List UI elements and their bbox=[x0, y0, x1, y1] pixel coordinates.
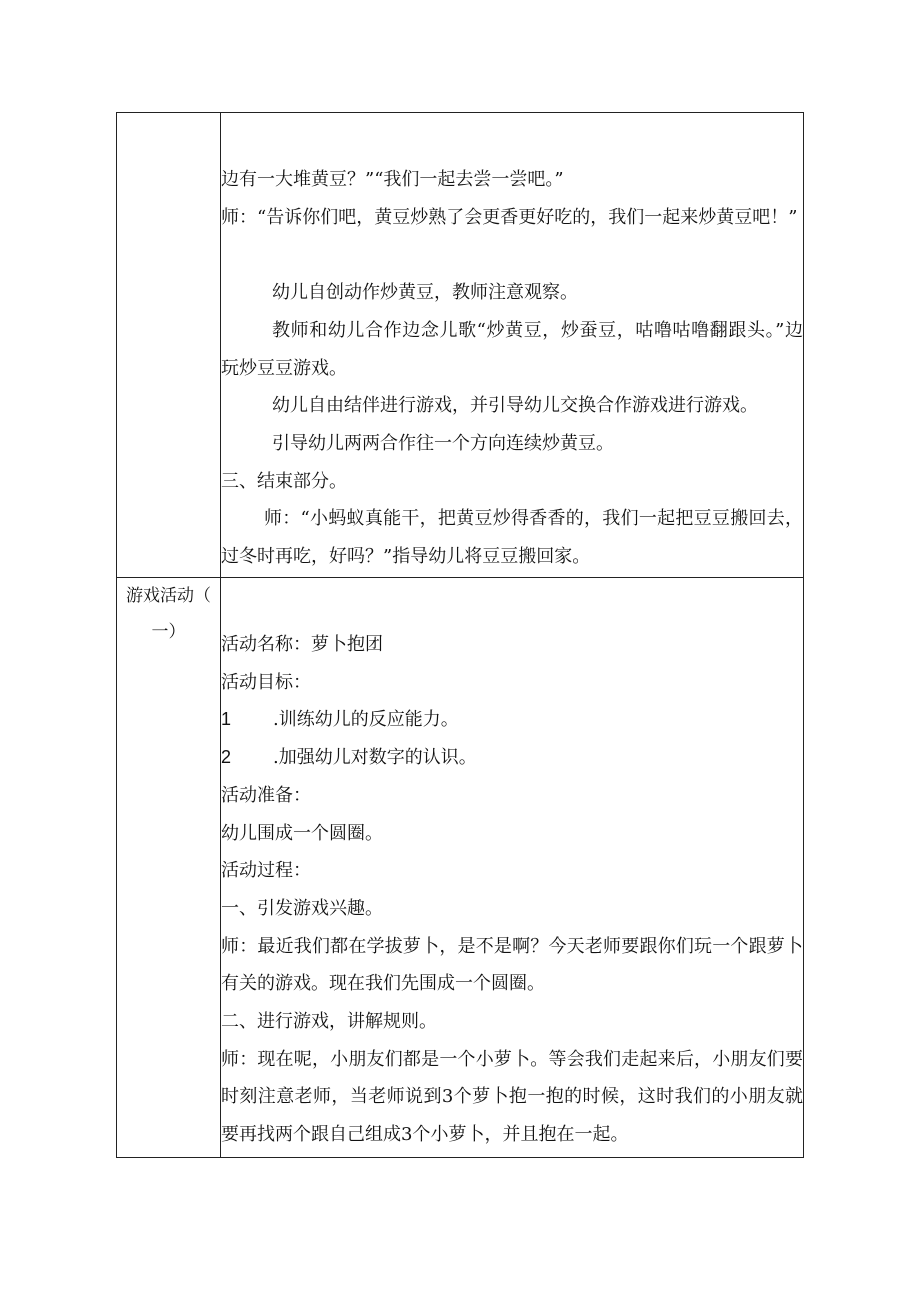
goal-number: 2 bbox=[221, 747, 232, 768]
goal-text: .训练幼儿的反应能力。 bbox=[273, 709, 459, 731]
prep-text: 幼儿围成一个圆圈。 bbox=[221, 822, 383, 844]
process-heading: 活动过程： bbox=[221, 860, 311, 882]
lesson-plan-table bbox=[116, 112, 804, 1158]
text-paragraph: 师：“小蚂蚁真能干，把黄豆炒得香香的，我们一起把豆豆搬回去，过冬时再吃，好吗？”指导幼儿将豆豆搬回家。 bbox=[221, 508, 803, 567]
activity-name: 活动名称：萝卜抱团 bbox=[221, 634, 383, 655]
goal-item bbox=[221, 739, 803, 777]
goal-heading: 活动目标： bbox=[221, 671, 311, 693]
text-line: 边有一大堆黄豆？”“我们一起去尝一尝吧。” bbox=[221, 169, 564, 190]
row-label-empty bbox=[117, 113, 221, 578]
text-paragraph: 教师和幼儿合作边念儿歌“炒黄豆，炒蚕豆，咕噜咕噜翻跟头。”边玩炒豆豆游戏。 bbox=[221, 319, 803, 379]
text-line: 引导幼儿两两合作往一个方向连续炒黄豆。 bbox=[272, 432, 614, 454]
text-line: 幼儿自创动作炒黄豆，教师注意观察。 bbox=[272, 282, 578, 304]
label-text-line1: 游戏活动（ bbox=[126, 586, 211, 606]
goal-number: 1 bbox=[221, 709, 232, 730]
content-cell-activity-continued bbox=[221, 113, 804, 578]
goal-text: .加强幼儿对数字的认识。 bbox=[273, 747, 477, 769]
section-heading: 三、结束部分。 bbox=[221, 470, 347, 492]
table-row bbox=[117, 113, 804, 578]
label-text-line2: 一） bbox=[151, 622, 186, 642]
row-label-game-activity bbox=[117, 578, 221, 1158]
step-heading: 二、进行游戏，讲解规则。 bbox=[221, 1011, 437, 1033]
content-cell-game-activity bbox=[221, 578, 804, 1158]
goal-item bbox=[221, 701, 803, 739]
step-text: 师：现在呢，小朋友们都是一个小萝卜。等会我们走起来后，小朋友们要时刻注意老师，当老师说到3个萝卜抱一抱的时候，这时我们的小朋友就要再找两个跟自己组成3个小萝卜，并且抱在一起。 bbox=[221, 1048, 803, 1146]
table-row bbox=[117, 578, 804, 1158]
step-heading: 一、引发游戏兴趣。 bbox=[221, 897, 383, 919]
prep-heading: 活动准备： bbox=[221, 784, 311, 806]
text-line: 幼儿自由结伴进行游戏，并引导幼儿交换合作游戏进行游戏。 bbox=[272, 395, 758, 417]
text-paragraph: 师：“告诉你们吧，黄豆炒熟了会更香更好吃的，我们一起来炒黄豆吧！” bbox=[221, 206, 798, 228]
step-text: 师：最近我们都在学拔萝卜，是不是啊？今天老师要跟你们玩一个跟萝卜有关的游戏。现在我们先围成一个圆圈。 bbox=[221, 935, 803, 995]
